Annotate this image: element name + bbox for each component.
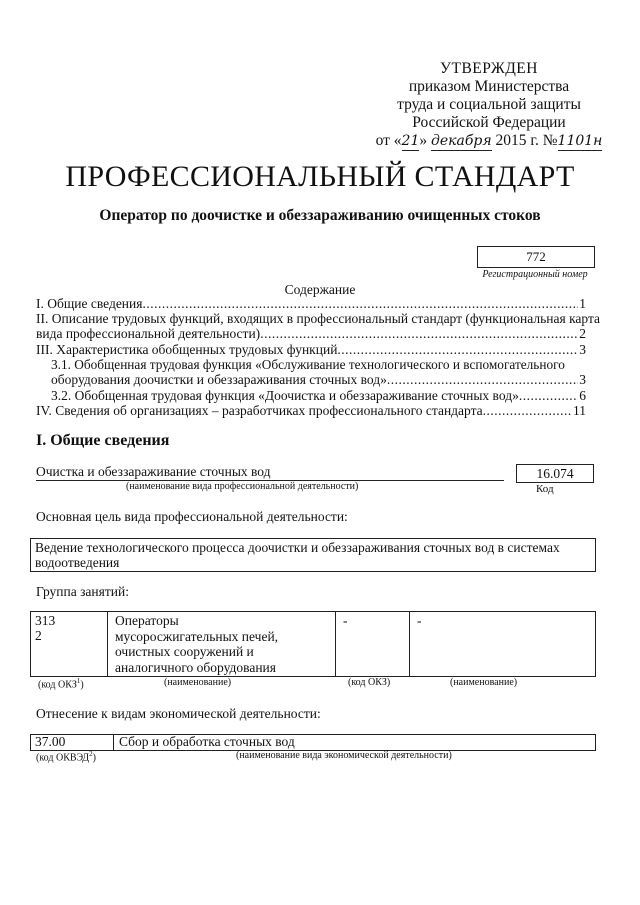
toc-item[interactable] bbox=[36, 296, 586, 312]
occupation-name-line: Операторы bbox=[115, 613, 179, 628]
occupation-name-empty: - bbox=[417, 613, 422, 628]
date-prefix: от « bbox=[375, 132, 402, 149]
column-divider bbox=[335, 612, 336, 676]
name-caption: (наименование) bbox=[164, 677, 232, 688]
toc-item-page: 6 bbox=[579, 388, 586, 403]
handwritten-month: декабря bbox=[430, 133, 492, 149]
okved-name: Сбор и обработка сточных вод bbox=[119, 734, 295, 749]
activity-name-caption: (наименование вида профессиональной деятельности) bbox=[126, 481, 359, 492]
handwritten-order-number: 1101н bbox=[557, 133, 603, 149]
goal-text-line: водоотведения bbox=[35, 555, 120, 570]
goal-box bbox=[30, 538, 596, 572]
toc-item-text: III. Характеристика обобщенных трудовых функций bbox=[36, 342, 338, 357]
occupation-name-line: аналогичного оборудования bbox=[115, 659, 276, 675]
occupation-name bbox=[115, 613, 278, 675]
toc-item-text: II. Описание трудовых функций, входящих в профессиональный стандарт (функциональная карта bbox=[36, 311, 601, 326]
toc-leader bbox=[483, 403, 572, 419]
okved-code-caption: (код ОКВЭД$^2$) bbox=[36, 750, 96, 764]
toc-leader bbox=[260, 326, 578, 342]
approval-heading: УТВЕРЖДЕН bbox=[440, 60, 538, 77]
toc-leader bbox=[142, 296, 578, 312]
toc-item[interactable] bbox=[36, 403, 586, 419]
toc-item-text: 3.1. Обобщенная трудовая функция «Обслуживание технологического и вспомогательного bbox=[51, 357, 565, 372]
occupation-name-line: очистных сооружений и bbox=[115, 644, 254, 659]
toc-item-page: 3 bbox=[579, 342, 586, 357]
okz-code bbox=[35, 613, 55, 643]
toc-item-text: вида профессиональной деятельности) bbox=[36, 326, 261, 341]
name-caption: (наименование) bbox=[450, 677, 518, 688]
occupation-name-line: мусоросжигательных печей, bbox=[115, 628, 279, 644]
column-divider bbox=[113, 735, 114, 750]
approval-block bbox=[374, 60, 604, 151]
toc-leader bbox=[519, 388, 578, 404]
approval-date bbox=[374, 132, 604, 151]
date-year: 2015 г. № bbox=[495, 132, 558, 149]
document-title: ПРОФЕССИОНАЛЬНЫЙ СТАНДАРТ bbox=[65, 160, 575, 193]
approval-line: Российской Федерации bbox=[412, 114, 566, 131]
registration-number-box: 772 bbox=[477, 246, 595, 268]
goal-text-line: Ведение технологического процесса доочистки и обеззараживания сточных вод в системах bbox=[35, 540, 560, 555]
okz-caption: (код ОКЗ) bbox=[348, 677, 391, 688]
toc-item-page: 1 bbox=[579, 296, 586, 311]
column-divider bbox=[107, 612, 108, 676]
okz-code-line: 313 bbox=[35, 613, 56, 628]
handwritten-day: 21 bbox=[401, 133, 420, 149]
approval-line: приказом Министерства bbox=[408, 78, 570, 95]
toc-item-text: 3.2. Обобщенная трудовая функция «Доочистка и обеззараживание сточных вод» bbox=[51, 388, 519, 403]
okved-table bbox=[30, 734, 596, 751]
okved-label: Отнесение к видам экономической деятельности: bbox=[36, 706, 321, 721]
toc-item[interactable] bbox=[36, 326, 586, 342]
column-divider bbox=[409, 612, 410, 676]
toc-leader bbox=[387, 372, 578, 388]
toc-item-page: 2 bbox=[579, 326, 586, 341]
okved-code: 37.00 bbox=[35, 734, 66, 749]
toc-leader bbox=[337, 342, 578, 358]
document-subtitle: Оператор по доочистке и обеззараживанию очищенных стоков bbox=[99, 207, 541, 224]
approval-line: труда и социальной защиты bbox=[397, 96, 581, 113]
occupation-groups-table bbox=[30, 611, 596, 677]
toc-item[interactable] bbox=[51, 372, 586, 388]
okved-name-caption: (наименование вида экономической деятельности) bbox=[236, 750, 452, 761]
toc-title: Содержание bbox=[284, 282, 356, 297]
toc-item-page: 11 bbox=[573, 403, 586, 418]
toc-item-page: 3 bbox=[579, 372, 586, 387]
okz-caption: (код ОКЗ$^1$) bbox=[38, 677, 84, 691]
groups-label: Группа занятий: bbox=[36, 584, 129, 599]
date-mid: » bbox=[419, 132, 428, 149]
goal-label: Основная цель вида профессиональной деятельности: bbox=[36, 509, 348, 524]
activity-code-box: 16.074 bbox=[516, 464, 594, 483]
activity-code-caption: Код bbox=[536, 483, 554, 495]
okz-code-line: 2 bbox=[35, 628, 42, 643]
registration-number-label: Регистрационный номер bbox=[482, 269, 588, 280]
toc-item-text: оборудования доочистки и обеззараживания сточных вод» bbox=[51, 372, 387, 387]
toc-item-text: I. Общие сведения bbox=[36, 296, 143, 311]
activity-name: Очистка и обеззараживание сточных вод bbox=[36, 464, 271, 479]
section-heading: I. Общие сведения bbox=[36, 432, 170, 449]
toc-item[interactable] bbox=[36, 342, 586, 358]
toc-item[interactable] bbox=[51, 388, 586, 404]
toc-item-text: IV. Сведения об организациях – разработчиках профессионального стандарта bbox=[36, 403, 483, 418]
okz-code-empty: - bbox=[343, 613, 348, 628]
activity-name-field bbox=[36, 464, 504, 481]
